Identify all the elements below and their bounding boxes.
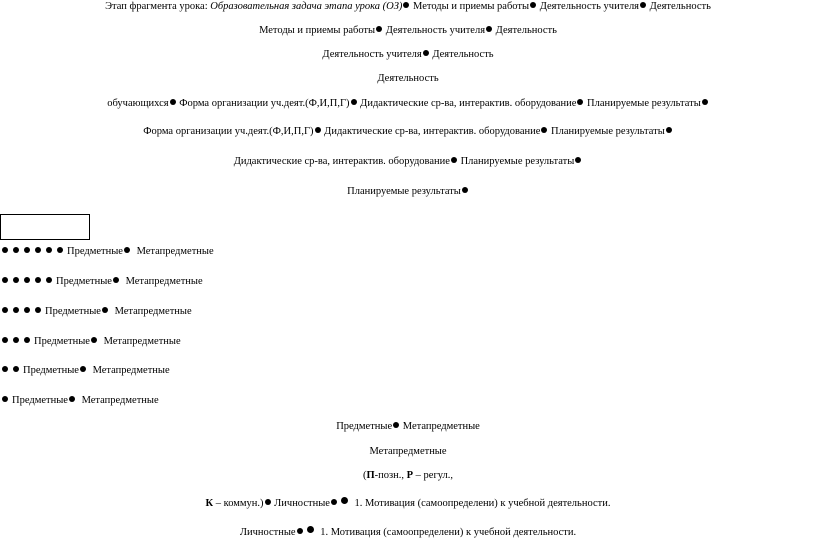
- educational-task-label: Образовательная задача этапа урока (ОЗ): [210, 1, 403, 12]
- meta-results-label: Метапредметные: [402, 421, 480, 432]
- text-line-15: [0, 420, 816, 434]
- activity-label: Деятельность: [649, 1, 711, 12]
- bullet-icon: [376, 26, 382, 32]
- bullet-icon: [575, 157, 581, 163]
- bullet-icon: [423, 50, 429, 56]
- planned-results-label: Планируемые результаты: [460, 156, 575, 167]
- bullet-icon: [2, 277, 8, 283]
- bullet-icon: [35, 277, 41, 283]
- methods-label: Методы и приемы работы: [259, 25, 376, 36]
- meta-results-label: Метапредметные: [81, 395, 159, 406]
- bullet-icon: [451, 157, 457, 163]
- meta-results-label: Метапредметные: [114, 306, 192, 317]
- bullet-icon: [35, 307, 41, 313]
- text-line-4: [0, 72, 816, 86]
- meta-results-label: Метапредметные: [92, 365, 170, 376]
- methods-label: Методы и приемы работы: [413, 1, 530, 12]
- bullet-icon: [297, 528, 303, 534]
- communicative-abbr: К: [205, 498, 214, 509]
- bullet-icon: [331, 499, 337, 505]
- bullet-icon: [35, 247, 41, 253]
- bullet-icon: [13, 307, 19, 313]
- bullet-icon: [13, 366, 19, 372]
- text-line-2: [0, 24, 816, 38]
- planned-results-label: Планируемые результаты: [551, 126, 665, 137]
- bullet-icon: [13, 277, 19, 283]
- bullet-icon: [80, 366, 86, 372]
- teacher-activity-label: Деятельность учителя: [539, 1, 640, 12]
- results-row-1: [1, 394, 816, 408]
- text-line-5: [0, 97, 816, 111]
- bullet-icon: [2, 366, 8, 372]
- bullet-icon: [2, 307, 8, 313]
- bullet-icon: [24, 247, 30, 253]
- bullet-icon: [91, 337, 97, 343]
- text-line-8: [0, 185, 816, 199]
- bullet-icon: [541, 127, 547, 133]
- bullet-icon: [2, 396, 8, 402]
- didactic-means-label: Дидактические ср-ва, интерактив. оборудование: [324, 126, 541, 137]
- subject-results-label: Предметные: [67, 246, 123, 257]
- bullet-icon: [351, 99, 357, 105]
- text-line-3: [0, 48, 816, 62]
- subject-results-label: Предметные: [336, 421, 393, 432]
- planned-results-label: Планируемые результаты: [347, 186, 461, 197]
- text-line-6: [0, 125, 816, 139]
- bullet-icon: [24, 337, 30, 343]
- cognitive-abbr: П: [366, 470, 375, 481]
- text-line-18: [0, 497, 816, 511]
- bullet-icon: [113, 277, 119, 283]
- stage-label: Этап фрагмента урока:: [105, 1, 211, 12]
- organization-form-label: Форма организации уч.деят.(Ф,И,П,Г): [143, 126, 314, 137]
- bullet-icon: [577, 99, 583, 105]
- empty-box: [0, 214, 90, 240]
- students-label: обучающихся: [107, 98, 169, 109]
- bullet-icon: [307, 526, 314, 533]
- activity-label: Деятельность: [377, 73, 439, 84]
- bullet-icon: [403, 2, 409, 8]
- bullet-icon: [13, 337, 19, 343]
- bullet-icon: [640, 2, 646, 8]
- bullet-icon: [393, 422, 399, 428]
- meta-results-label: Метапредметные: [136, 246, 214, 257]
- bullet-icon: [124, 247, 130, 253]
- bullet-icon: [530, 2, 536, 8]
- meta-results-label: Метапредметные: [369, 446, 447, 457]
- personal-results-label: Личностные: [274, 498, 330, 509]
- bullet-icon: [57, 247, 63, 253]
- subject-results-label: Предметные: [56, 276, 112, 287]
- bullet-icon: [24, 307, 30, 313]
- bullet-icon: [46, 247, 52, 253]
- text-line-16: [0, 445, 816, 459]
- bullet-icon: [486, 26, 492, 32]
- bullet-icon: [2, 337, 8, 343]
- results-row-3: [1, 335, 816, 349]
- subject-results-label: Предметные: [12, 395, 68, 406]
- meta-results-label: Метапредметные: [125, 276, 203, 287]
- didactic-means-label: Дидактические ср-ва, интерактив. оборудование: [233, 156, 450, 167]
- bullet-icon: [170, 99, 176, 105]
- bullet-icon: [702, 99, 708, 105]
- didactic-means-label: Дидактические ср-ва, интерактив. оборудование: [360, 98, 577, 109]
- meta-results-label: Метапредметные: [103, 336, 181, 347]
- subject-results-label: Предметные: [34, 336, 90, 347]
- planned-results-label: Планируемые результаты: [587, 98, 701, 109]
- organization-form-label: Форма организации уч.деят.(Ф,И,П,Г): [179, 98, 350, 109]
- bullet-icon: [24, 277, 30, 283]
- results-row-4: [1, 305, 816, 319]
- text-line-17: [0, 469, 816, 483]
- bullet-icon: [13, 247, 19, 253]
- teacher-activity-label: Деятельность учителя: [385, 25, 486, 36]
- cognitive-text: -позн.,: [374, 470, 407, 481]
- text-line-7: [0, 155, 816, 169]
- activity-label: Деятельность: [495, 25, 557, 36]
- bullet-icon: [102, 307, 108, 313]
- paren-label: (: [362, 470, 367, 481]
- subject-results-label: Предметные: [45, 306, 101, 317]
- results-row-5: [1, 275, 816, 289]
- regulatory-text: – регул.,: [413, 470, 454, 481]
- communicative-text: – коммун.): [213, 498, 264, 509]
- bullet-icon: [341, 497, 348, 504]
- bullet-icon: [462, 187, 468, 193]
- motivation-label: 1. Мотивация (самоопределени) к учебной деятельности.: [320, 527, 577, 538]
- teacher-activity-label: Деятельность учителя: [322, 49, 422, 60]
- personal-results-label: Личностные: [239, 527, 296, 538]
- motivation-label: 1. Мотивация (самоопределени) к учебной деятельности.: [354, 498, 611, 509]
- bullet-icon: [46, 277, 52, 283]
- results-row-6: [1, 245, 816, 259]
- results-row-2: [1, 364, 816, 378]
- bullet-icon: [2, 247, 8, 253]
- text-line-1: [0, 0, 816, 14]
- activity-label: Деятельность: [432, 49, 494, 60]
- subject-results-label: Предметные: [23, 365, 79, 376]
- bullet-icon: [315, 127, 321, 133]
- bullet-icon: [265, 499, 271, 505]
- text-line-19: [0, 526, 816, 540]
- bullet-icon: [69, 396, 75, 402]
- regulatory-abbr: Р: [406, 470, 414, 481]
- bullet-icon: [666, 127, 672, 133]
